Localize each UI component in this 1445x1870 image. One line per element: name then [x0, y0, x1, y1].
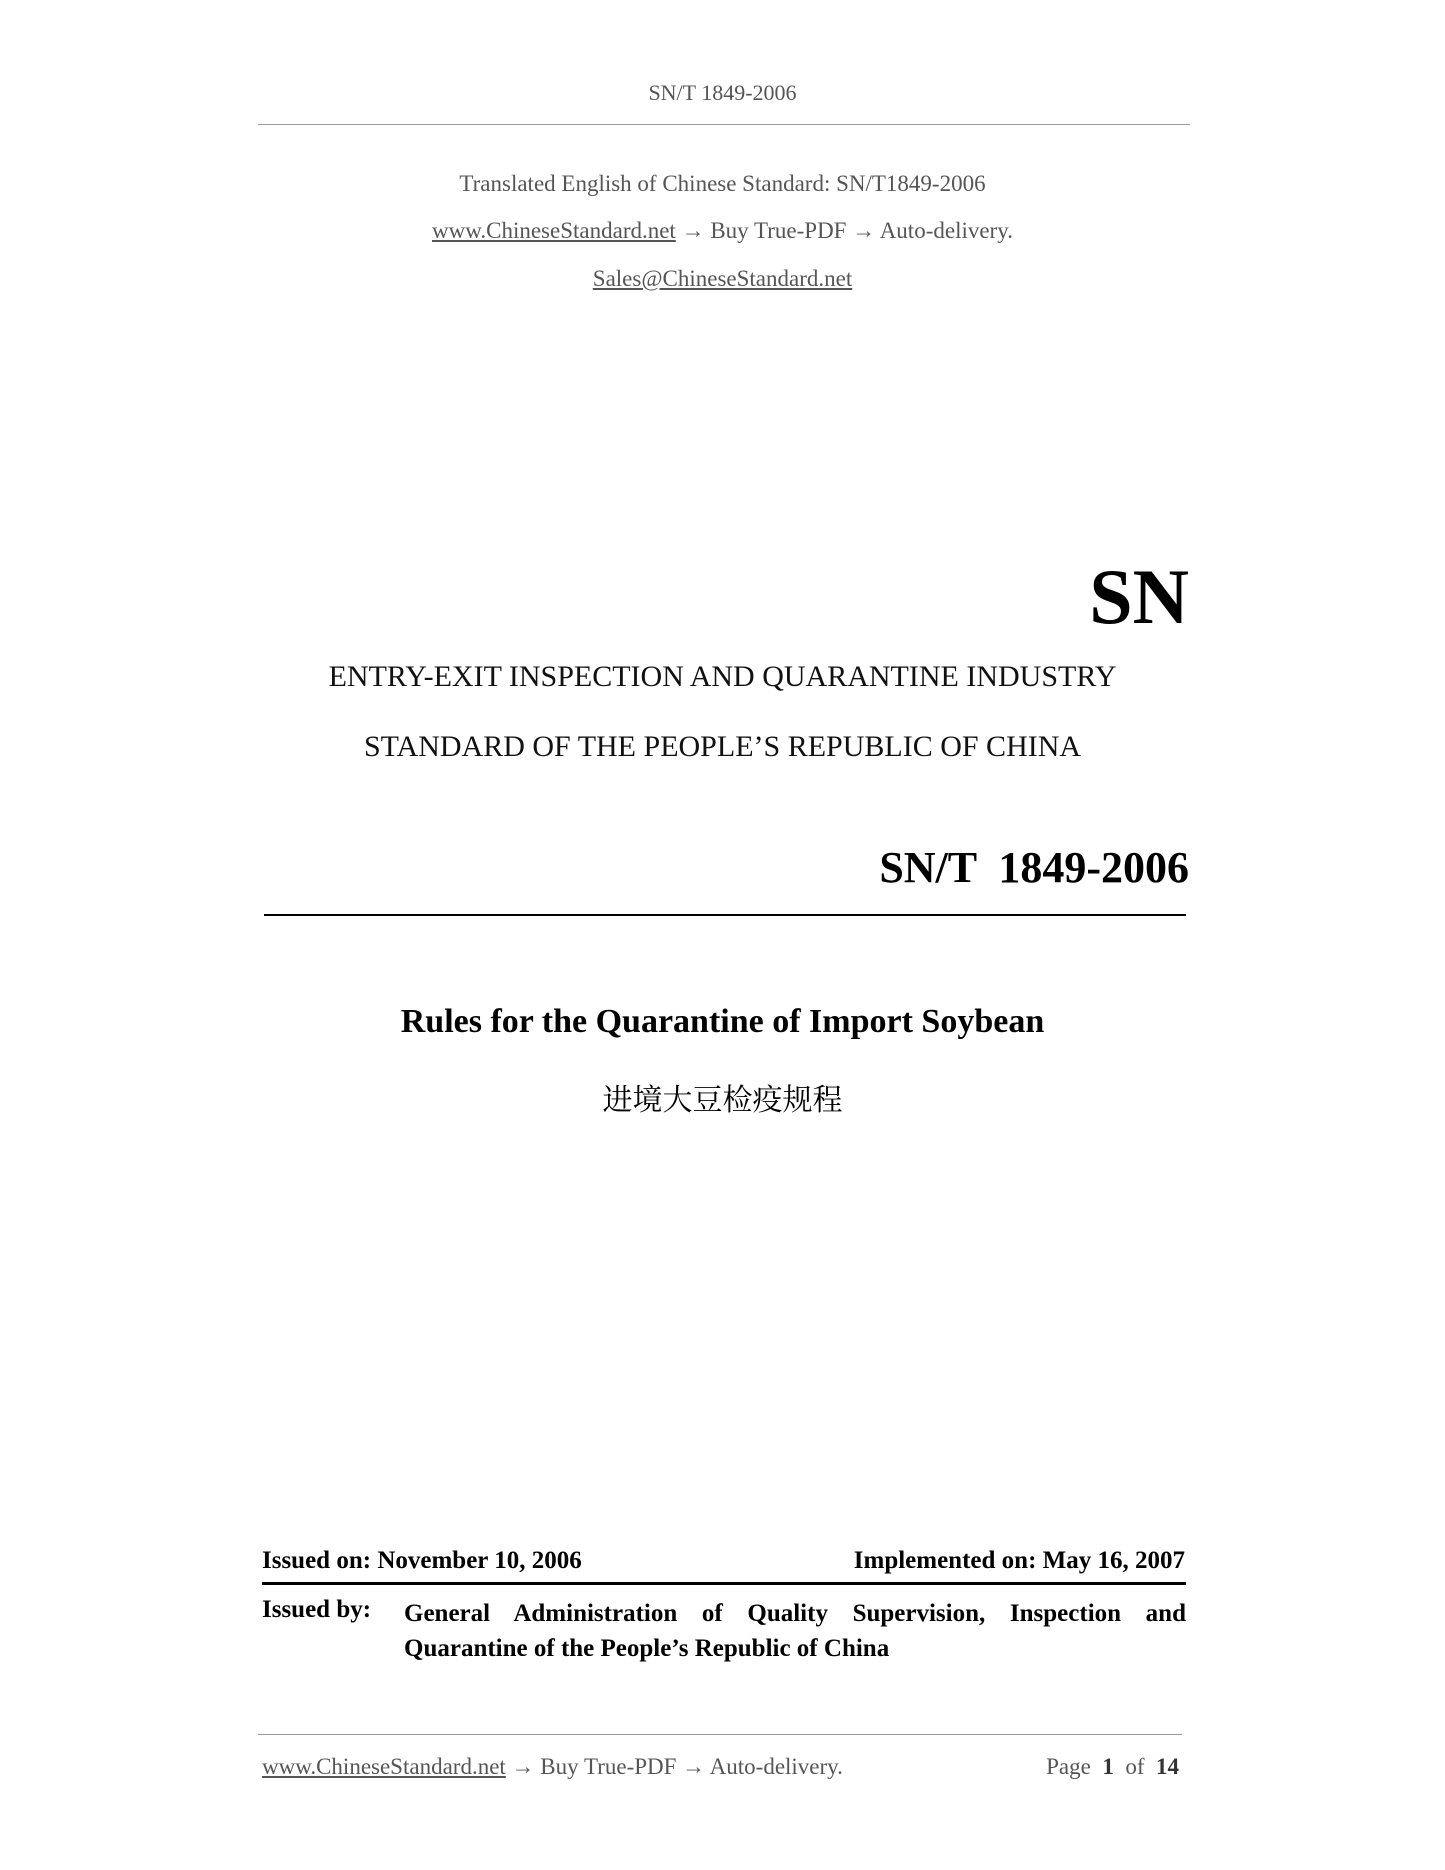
sn-logo: SN: [1089, 553, 1189, 640]
buy-text: → Buy True-PDF → Auto-delivery.: [675, 218, 1013, 243]
implemented-on: Implemented on: May 16, 2007: [853, 1547, 1185, 1574]
standard-number-divider: [264, 914, 1186, 916]
footer-divider: [258, 1734, 1182, 1735]
site-link[interactable]: www.ChineseStandard.net: [432, 218, 676, 243]
issued-on: Issued on: November 10, 2006: [262, 1547, 582, 1574]
total-pages: 14: [1156, 1754, 1179, 1779]
issued-by-label: Issued by:: [262, 1596, 372, 1623]
industry-line-2: STANDARD OF THE PEOPLE’S REPUBLIC OF CHINA: [363, 730, 1082, 763]
page-indicator: [1046, 1754, 1179, 1780]
title-chinese: 进境大豆检疫规程: [602, 1083, 843, 1118]
translated-line: Translated English of Chinese Standard: SN/T1849-2006: [459, 171, 986, 196]
page-label: Page: [1046, 1754, 1091, 1779]
footer-site-link[interactable]: www.ChineseStandard.net: [262, 1754, 506, 1779]
footer-buy-text: → Buy True-PDF → Auto-delivery.: [505, 1754, 843, 1779]
running-header: SN/T 1849-2006: [648, 80, 797, 105]
issued-by-text: General Administration of Quality Supervision, Inspection and Quarantine of the People’s Republic of China: [404, 1600, 1186, 1662]
title-english: Rules for the Quarantine of Import Soybean: [400, 1003, 1045, 1040]
footer-left: [262, 1754, 843, 1780]
of-label: of: [1125, 1754, 1145, 1779]
standard-number: SN/T 1849-2006: [879, 843, 1189, 892]
sales-email-link[interactable]: Sales@ChineseStandard.net: [592, 266, 853, 291]
buy-line: [0, 218, 1445, 244]
industry-line-1: ENTRY-EXIT INSPECTION AND QUARANTINE INDUSTRY: [328, 660, 1117, 693]
page-number: 1: [1102, 1754, 1114, 1779]
sales-line: [0, 266, 1445, 292]
issue-divider: [262, 1582, 1186, 1585]
header-divider: [258, 124, 1190, 125]
